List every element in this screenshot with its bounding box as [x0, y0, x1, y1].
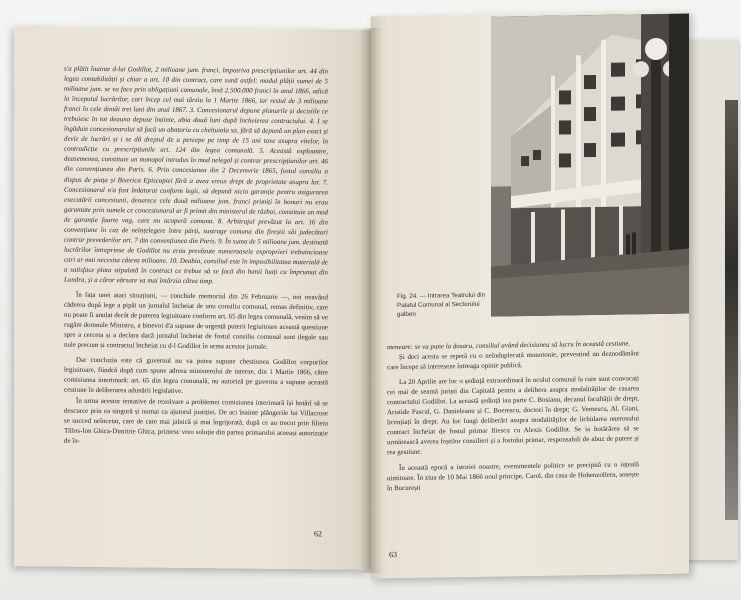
left-page-number: 62 [314, 529, 322, 539]
right-paragraph-3: La 20 Aprilie are loc o ședință extraordinară în ocolul comunal la care sunt convocați cei mai de seamă juriști din Capitală pentru a delibera asupra modalităților de casarea contractului Godillot. La această ședință iau parte C. Bosianu, decanul facultății de drept, Aristide Pascal, G. Danieleanu și C. Boerescu, doctori în drept; G. Vernescu, Al. Giani, licențiați în drept. Au loc lungi deliberări asupra modalităților de lichidarea onerosului contract încheiat de fostul primar Iliescu cu Alexis Godillot. Se ia hotărârea să se urmărească averea foștilor consilieri și a fostului primar, responsabili de abuz de putere și rea gestiune. [387, 375, 639, 457]
left-paragraph-1: s'a plătit înainte d-lui Godillot, 2 milioane jum. franci, împotriva prescripțiunilor art. 44 din legea contabilității și chiar a art. 10 din contract, care sună astfel: modul plății sumei de 5 milioane jum. se va face prin obligațiuni comunale, însă 2.500.000 franci în anul 1866, adică la începutul lucrărilor, cari încep cel mai târziu la 1 Martie 1866, iar restul de 3 milioane franci în cele dintâi trei luni din anul 1867. 3. Concesionarul depune planurile și deciziile ce trebuiesc în tot deauna depuse înainte, abia două luni după încheierea contractului. 4. I se îngăduie concesionarului să facă un abatoriu cu cheltuiala sa, fără să depună un plan exact și deviz de lucrări și i se dă dreptul de a percepe pe timp de 15 ani taxe asupra vitelor, în contradicție cu prescripțiunile art. 124 din legea comunală. 5. Această exploatare, deasemenea, constituie un monopol introdus în mod nelegal și contrar prescripțiunilor art. 46 din convențiunea din Paris. 6. Prin concesiunea din 2 Decemvrie 1865, fostul consiliu a dispus de piața și Biserica Episcopiei fără a avea vreun drept de proprietate asupra lor. 7. Concesionarul n'a fost îndatorat conform legii, să depună nicio garanție pentru asigurarea executării concesiunii, deoarece cele două milioane jum. franci primiți în bonuri nu erau garantate prin sumele ce concesionarul ar fi primit din ministerul de război, constituie un mod de garanție foarte vag, care nu acoperă comuna. 8. Arbitrajul prevăzut la art. 16 din convențiune în caz de neînțelegere între părți, sustrage comuna din fireștii săi judecători contrar prevederilor art. 7 din convențiunea din Paris. 9. În suma de 5 milioane jum. destinată lucrărilor întreprinse de Godillot nu erau prevăzute numeroasele exproprieri trebuincioase cari ar mai necesita câteva milioane. 10. Deabia, consiliul este în imposibilitatea materială de a satisface plata stipulată în contract ce trebue să se facă din banii luați cu împrumut din Londra, și a căror vărsare va mai întârzia câtva timp. [64, 65, 328, 286]
right-paragraph-4: În această epocă a istoriei noastre, evenimentele politice se precipită cu o iuțeală uimitoare. În ziua de 10 Mai 1866 noul principe, Carol, din casa de Hohenzollern, sosește în București [387, 460, 639, 492]
left-paragraph-2: În fața unei atari situațiuni, — conchide memoriul din 26 Februarie —, noi neavând căderea după lege a pipăi un jurnalul încheiat de unu consiliu comunal, remas definitiv, care nu poate fi anulat decât de puterea legiuitoare conform art. 65 din legea comunală, venim să ve rugăm domnule Ministru, a binevoi d'a supune de urgență puterii legiuitoare această questiune spre a cerceta și a declara dacă jurnalul încheiat de fostul consiliu comunal sunt ilegale sau nule precum și contractul încheiat cu d-l Godillot în urma acestor jurnale. [64, 291, 328, 352]
figure-caption: Fig. 24. — Intrarea Teatrului din Palatul Comunal al Sectorului galben [397, 291, 486, 319]
right-page-body [387, 339, 639, 494]
underlying-photo-strip [725, 100, 738, 520]
book-spine-shadow [360, 28, 382, 573]
left-paragraph-3: Dar concluzia este că guvernul nu va putea supune chestiunea Godillot corpurilor legiuitoare, fiindcă după cum spune adresa ministerului de interne, din 1 Martie 1866, către comisiunea interimară: art. 65 din legea comunală, nu autoriză pe guvernu a supune această cestiune în deliberarea adunării legislative. [64, 357, 328, 396]
building-illustration [491, 14, 689, 317]
right-paragraph-1: meneare: se va pune la dosaru, consiliul având decisiunea să lucru în această cestiune. [387, 340, 631, 352]
right-page-number: 63 [389, 550, 397, 560]
left-paragraph-4: În urma acestor tentative de rezolvare a problemei comisiunea interimară își hotărî să se descurce prin ea singură și numai cu ajutorul justiției. De aci înainte plângerile lui Villacrose se succed neîncetat, care de care mai jalnică și mai îngrijorată, după ce au trecut prin filiera Tillos-Ion Ghica-Dimitrie Ghica, primesc vreo soluție din partea primarului aceeași autorizație de în- [64, 397, 328, 445]
left-page [14, 26, 371, 570]
right-page [371, 12, 689, 579]
right-paragraph-2: Și deci acesta se repetă cu o neînduplecată monotonie, prevestind un deznodământ care începe să intereseze întreaga opinie publică. [387, 350, 639, 372]
left-page-body [64, 65, 328, 449]
theatre-entrance-photo [491, 14, 689, 317]
